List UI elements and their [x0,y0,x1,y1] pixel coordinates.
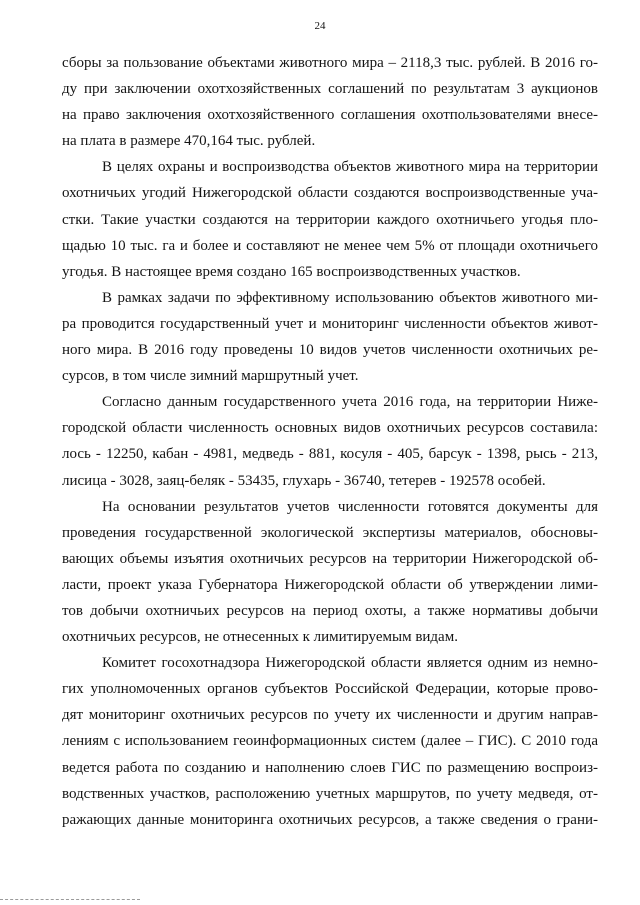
text-line: лось - 12250, кабан - 4981, медведь - 881, косуля - 405, барсук - 1398, рысь - 213, [62,446,598,463]
text-line: На основании результатов учетов численности готовятся документы для [102,498,598,515]
scan-edge-mark [0,899,140,900]
text-line: гих уполномоченных органов субъектов Российской Федерации, которые прово- [62,681,598,698]
text-line: Согласно данным государственного учета 2016 года, на территории Ниже- [102,394,598,411]
text-line: Комитет госохотнадзора Нижегородской области является одним из немно- [102,655,598,672]
text-line: стки. Такие участки создаются на территории каждого охотничьего угодья пло- [62,211,598,228]
paragraph-annual-fees [62,50,598,154]
text-line: на право заключения охотхозяйственного соглашения охотпользователями внесе- [62,107,598,124]
text-line: лениям с использованием геоинформационных систем (далее – ГИС). С 2010 года [62,733,598,750]
text-line: В рамках задачи по эффективному использованию объектов животного ми- [102,289,598,306]
paragraph-reproduction-areas [62,154,598,284]
text-line: ра проводится государственный учет и мониторинг численности объектов живот- [62,315,598,332]
text-line: городской области численность основных видов охотничьих ресурсов составила: [62,420,598,437]
text-line: лисица - 3028, заяц-беляк - 53435, глухарь - 36740, тетерев - 192578 особей. [62,472,546,489]
body-text [62,50,598,833]
text-line: дят мониторинг охотничьих ресурсов по учету их численности и другим направ- [62,707,598,724]
text-line: ведется работа по созданию и наполнению слоев ГИС по размещению воспроиз- [62,759,598,776]
text-line: щадью 10 тыс. га и более и составляют не менее чем 5% от площади охотничьего [62,237,598,254]
text-line: сборы за пользование объектами животного мира – 2118,3 тыс. рублей. В 2016 го- [62,55,598,71]
text-line: на плата в размере 470,164 тыс. рублей. [62,133,316,150]
text-line: охотничьих ресурсов, не отнесенных к лимитируемым видам. [62,629,458,646]
text-line: ного мира. В 2016 году проведены 10 видов учетов численности охотничьих ре- [62,342,598,359]
page-number: 24 [314,20,326,32]
paragraph-expertise-documents [62,494,598,651]
text-line: охотничьих угодий Нижегородской области создаются воспроизводственные уча- [62,185,598,202]
text-line: ду при заключении охотхозяйственных соглашений по результатам 3 аукционов [62,81,598,98]
text-line: ласти, проект указа Губернатора Нижегородской области об утверждении лими- [62,576,598,593]
text-line: тов добычи охотничьих ресурсов на период охоты, а также нормативы добычи [62,602,598,619]
text-line: вающих объемы изъятия охотничьих ресурсов на территории Нижегородской об- [62,550,598,567]
text-line: В целях охраны и воспроизводства объектов животного мира на территории [102,159,598,176]
text-line: проведения государственной экологической экспертизы материалов, обосновы- [62,524,598,541]
text-line: водственных участков, расположению учетных маршрутов, по учету медведя, от- [62,785,598,802]
paragraph-state-monitoring [62,285,598,389]
paragraph-gis-monitoring [62,650,598,833]
text-line: ражающих данные мониторинга охотничьих ресурсов, а также сведения о грани- [62,811,598,828]
text-line: сурсов, в том числе зимний маршрутный учет. [62,368,359,385]
paragraph-population-counts [62,389,598,493]
text-line: угодья. В настоящее время создано 165 воспроизводственных участков. [62,263,521,280]
